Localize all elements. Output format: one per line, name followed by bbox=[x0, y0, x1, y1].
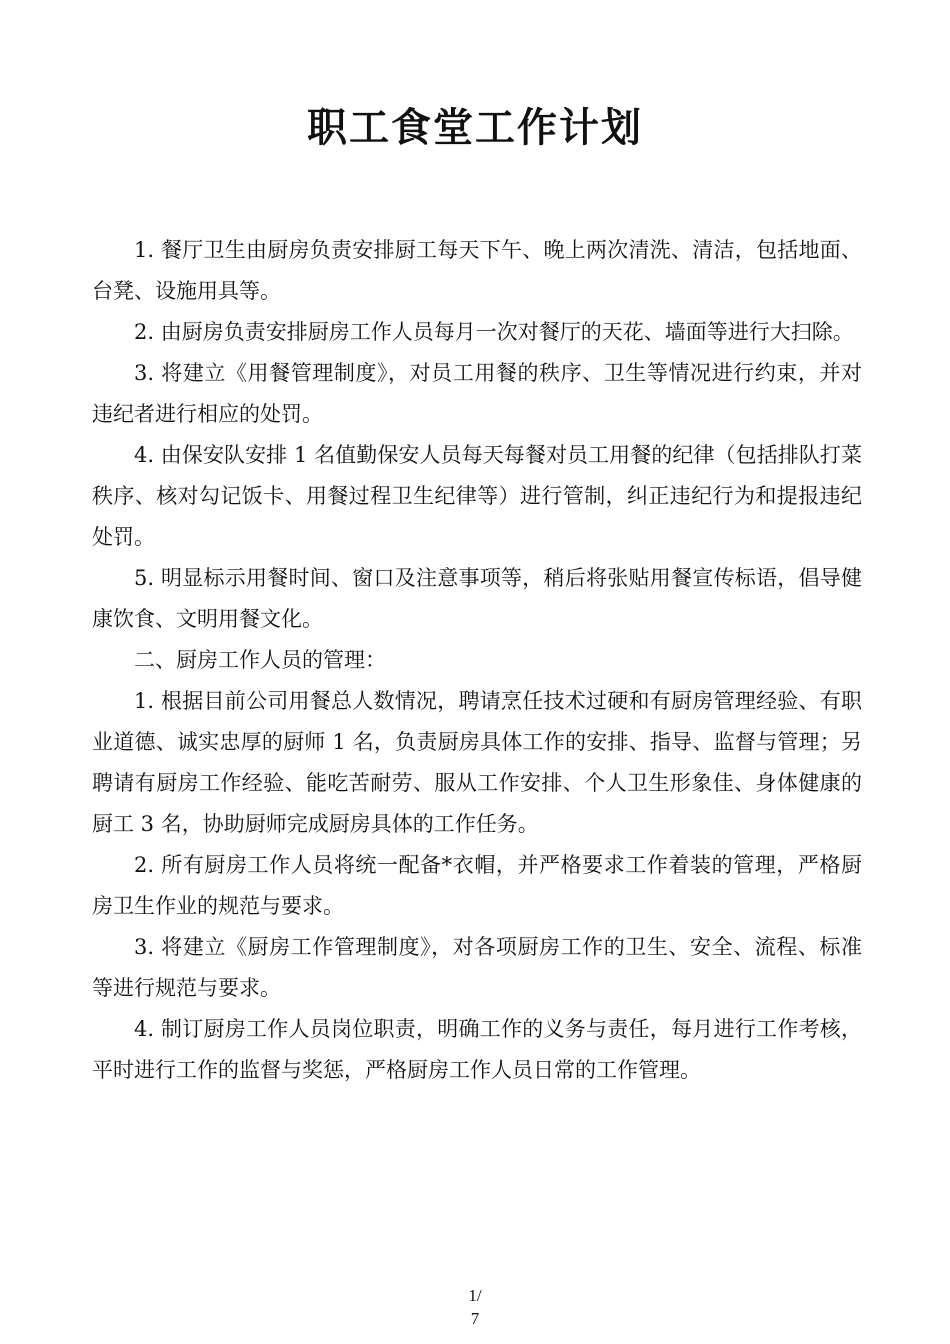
document-body bbox=[92, 230, 862, 1091]
paragraph-security-guard: 4. 由保安队安排 1 名值勤保安人员每天每餐对员工用餐的纪律（包括排队打菜秩序、核对勾记饭卡、用餐过程卫生纪律等）进行管制，纠正违纪行为和提报违纪处罚。 bbox=[92, 443, 862, 549]
paragraph-kitchen-rules: 3. 将建立《厨房工作管理制度》，对各项厨房工作的卫生、安全、流程、标准等进行规范与要求。 bbox=[92, 935, 862, 1000]
paragraph-monthly-cleaning: 2. 由厨房负责安排厨房工作人员每月一次对餐厅的天花、墙面等进行大扫除。 bbox=[134, 320, 854, 344]
page-number bbox=[0, 1284, 950, 1330]
paragraph-hiring: 1. 根据目前公司用餐总人数情况，聘请烹任技术过硬和有厨房管理经验、有职业道德、诚实忠厚的厨师 1 名，负责厨房具体工作的安排、指导、监督与管理；另聘请有厨房工作经验、能吃苦耐劳、服从工作安排、个人卫生形象佳、身体健康的厨工 3 名，协助厨师完成厨房具体的工作任务。 bbox=[92, 689, 862, 836]
paragraph-dining-rules: 3. 将建立《用餐管理制度》，对员工用餐的秩序、卫生等情况进行约束，并对违纪者进行相应的处罚。 bbox=[92, 361, 862, 426]
paragraph-hygiene-cleaning: 1. 餐厅卫生由厨房负责安排厨工每天下午、晚上两次清洗、清洁，包括地面、台凳、设施用具等。 bbox=[92, 238, 862, 303]
document-title: 职工食堂工作计划 bbox=[307, 105, 643, 151]
paragraph-uniforms: 2. 所有厨房工作人员将统一配备*衣帽，并严格要求工作着装的管理，严格厨房卫生作业的规范与要求。 bbox=[92, 853, 862, 918]
paragraph-signage: 5. 明显标示用餐时间、窗口及注意事项等，稍后将张贴用餐宣传标语，倡导健康饮食、文明用餐文化。 bbox=[92, 566, 862, 631]
section-heading-kitchen-staff: 二、厨房工作人员的管理： bbox=[134, 648, 386, 672]
paragraph-job-duties: 4. 制订厨房工作人员岗位职责，明确工作的义务与责任，每月进行工作考核，平时进行工作的监督与奖惩，严格厨房工作人员日常的工作管理。 bbox=[92, 1017, 862, 1082]
page-number-total: 7 bbox=[470, 1309, 480, 1328]
page-number-current: 1/ bbox=[468, 1286, 482, 1305]
